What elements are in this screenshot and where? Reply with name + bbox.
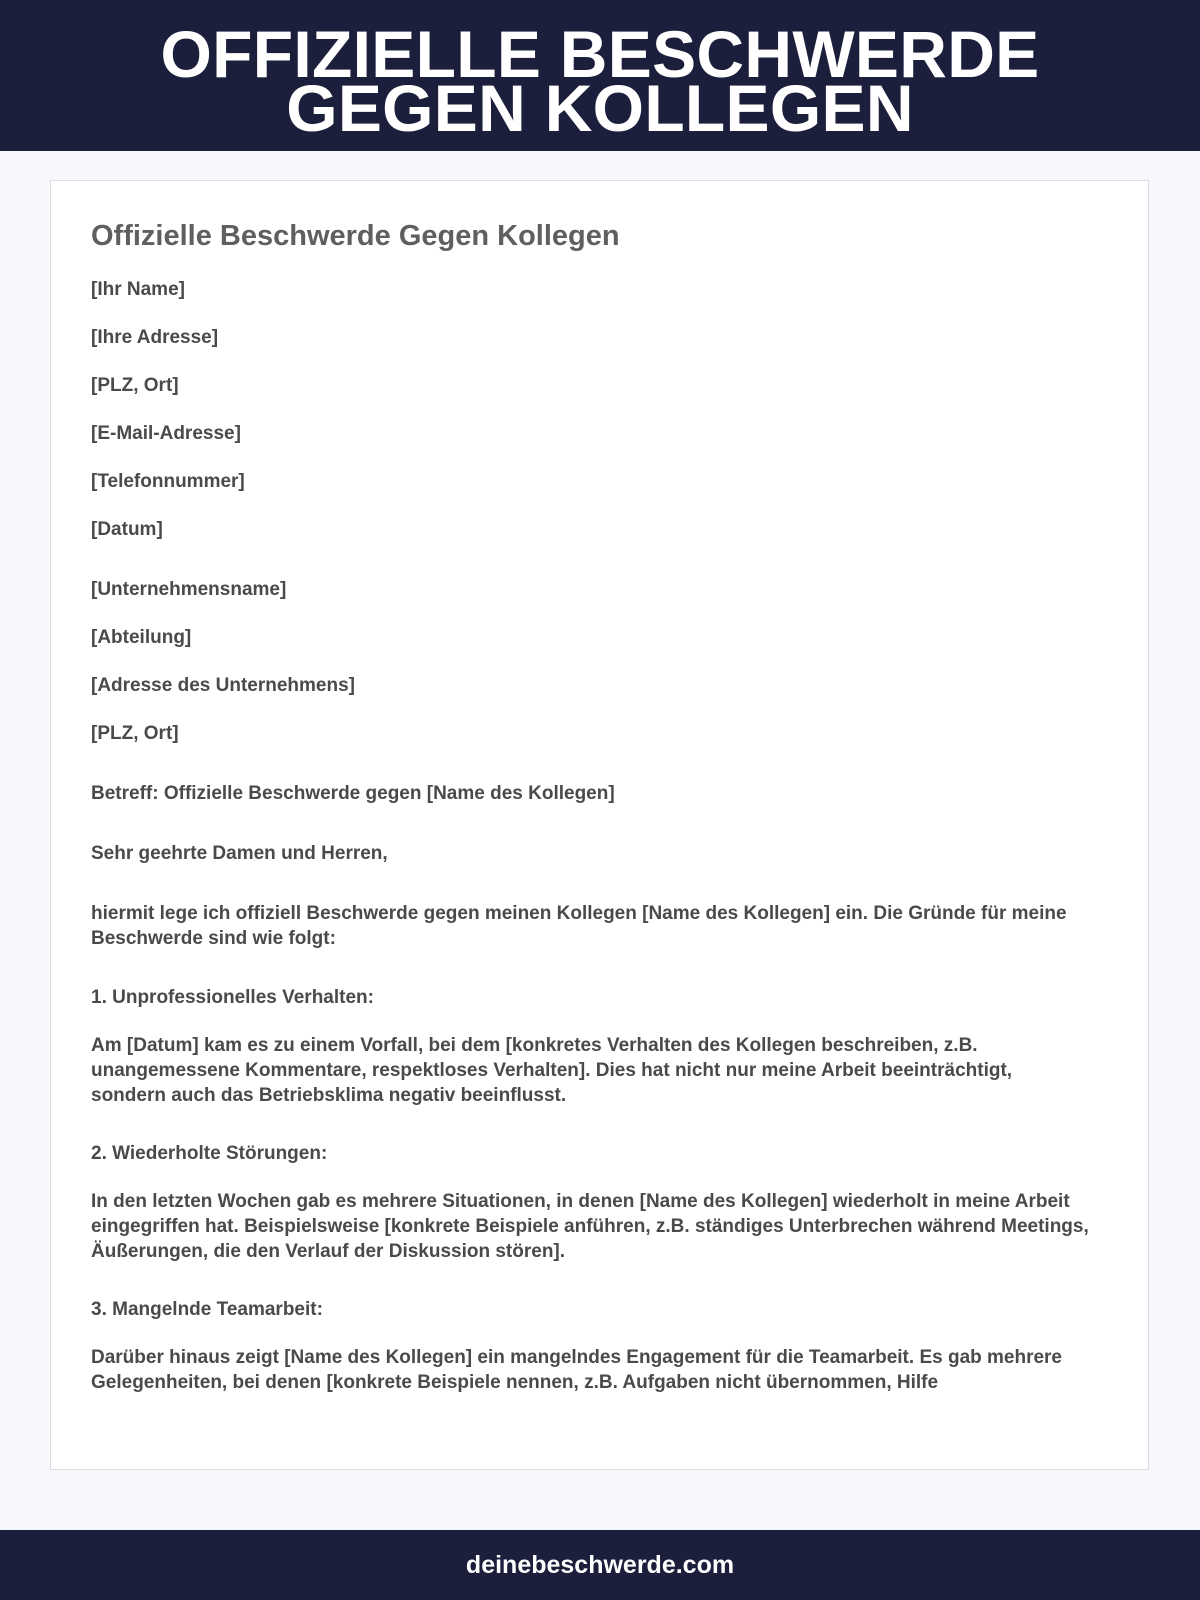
page-header xyxy=(0,0,1200,151)
letter-date: [Datum] xyxy=(91,519,163,540)
sender-postal-city: [PLZ, Ort] xyxy=(91,375,179,396)
sender-email: [E-Mail-Adresse] xyxy=(91,423,241,444)
section-body: Darüber hinaus zeigt [Name des Kollegen] ein mangelndes Engagement für die Teamarbeit. Es gab mehrere Gelegenheiten, bei denen [konkrete Beispiele nennen, z.B. Aufgaben nicht übernommen, Hilfe xyxy=(91,1347,1063,1393)
page-title-line-1: OFFIZIELLE BESCHWERDE xyxy=(160,17,1040,91)
page-title xyxy=(0,0,1200,145)
footer-site-link[interactable]: deinebeschwerde.com xyxy=(465,1551,735,1579)
section-heading: 2. Wiederholte Störungen: xyxy=(91,1143,328,1164)
recipient-company: [Unternehmensname] xyxy=(91,579,287,600)
letter-subject: Betreff: Offizielle Beschwerde gegen [Name des Kollegen] xyxy=(91,783,615,804)
page-footer xyxy=(0,1530,1200,1600)
recipient-postal-city: [PLZ, Ort] xyxy=(91,723,179,744)
section-body: Am [Datum] kam es zu einem Vorfall, bei dem [konkretes Verhalten des Kollegen beschreiben, z.B. unangemessene Kommentare, respektloses Verhalten]. Dies hat nicht nur meine Arbeit beeinträchtigt, sondern auch das Betriebsklima negativ beeinflusst. xyxy=(91,1035,1013,1106)
page-title-line-2: GEGEN KOLLEGEN xyxy=(286,71,914,145)
letter-title: Offizielle Beschwerde Gegen Kollegen xyxy=(91,220,620,252)
recipient-department: [Abteilung] xyxy=(91,627,192,648)
section-heading: 3. Mangelnde Teamarbeit: xyxy=(91,1299,323,1320)
section-body: In den letzten Wochen gab es mehrere Situationen, in denen [Name des Kollegen] wiederholt in meine Arbeit eingegriffen hat. Beispielsweise [konkrete Beispiele anführen, z.B. ständiges Unterbrechen während Meetings, Äußerungen, die den Verlauf der Diskussion stören]. xyxy=(91,1191,1089,1262)
letter-intro: hiermit lege ich offiziell Beschwerde gegen meinen Kollegen [Name des Kollegen] ein. Die Gründe für meine Beschwerde sind wie folgt: xyxy=(91,903,1067,949)
recipient-address: [Adresse des Unternehmens] xyxy=(91,675,355,696)
sender-address: [Ihre Adresse] xyxy=(91,327,219,348)
letter-card xyxy=(50,180,1149,1470)
letter-salutation: Sehr geehrte Damen und Herren, xyxy=(91,843,388,864)
sender-name: [Ihr Name] xyxy=(91,279,185,300)
section-heading: 1. Unprofessionelles Verhalten: xyxy=(91,987,374,1008)
sender-phone: [Telefonnummer] xyxy=(91,471,245,492)
